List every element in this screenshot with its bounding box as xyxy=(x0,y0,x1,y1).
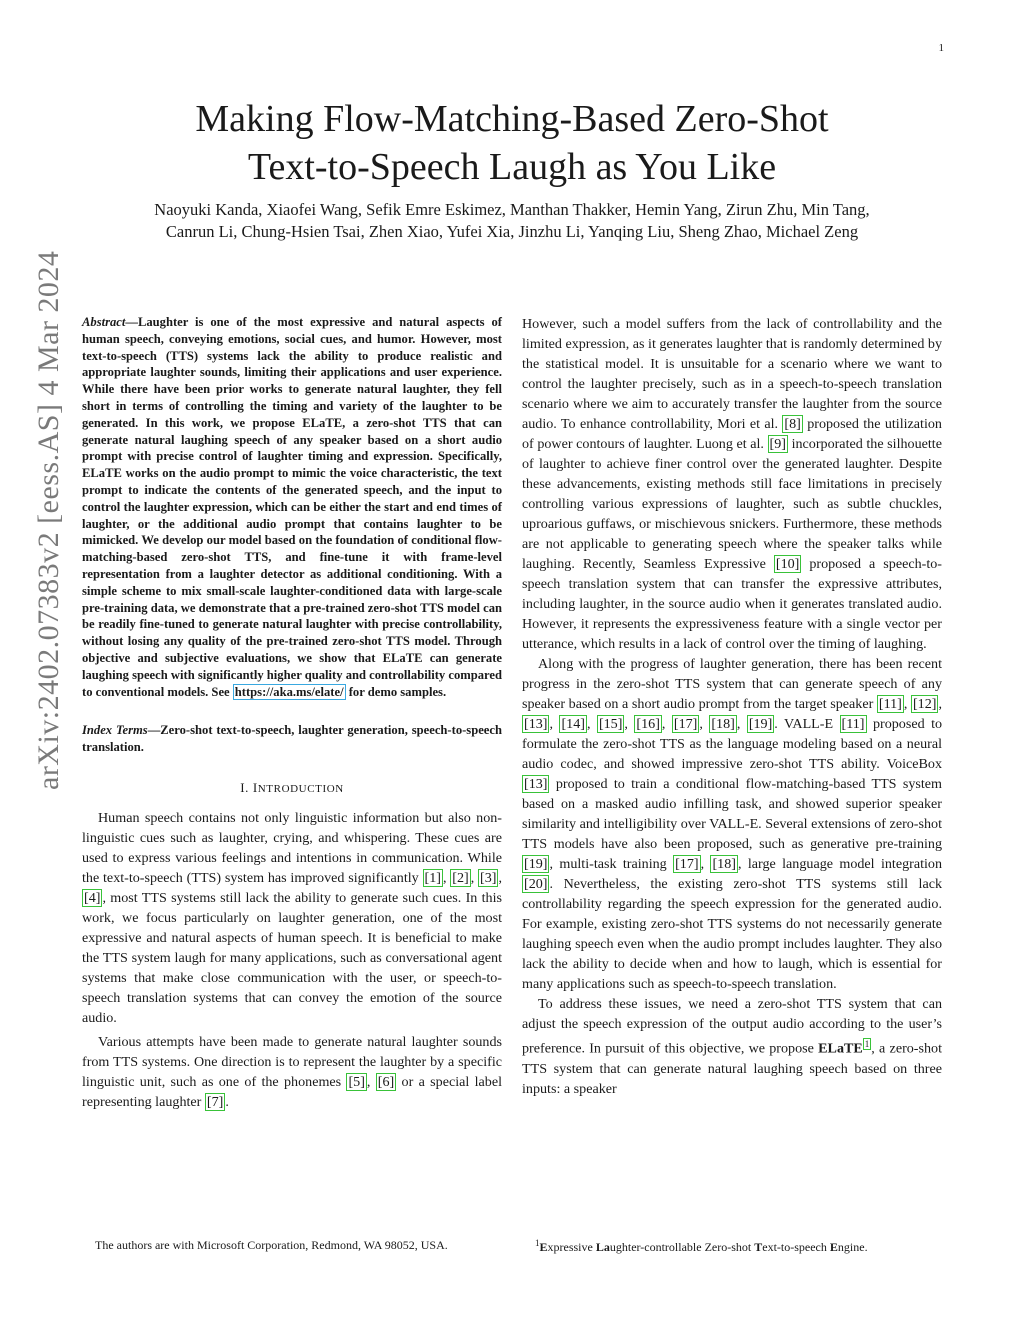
citation-link[interactable]: [18] xyxy=(712,856,736,872)
citation-link[interactable]: [2] xyxy=(452,869,469,886)
footnote-affiliation: The authors are with Microsoft Corporation, Redmond, WA 98052, USA. xyxy=(95,1238,448,1252)
citation-link[interactable]: [14] xyxy=(561,716,585,732)
intro-paragraph-2: Various attempts have been made to generate natural laughter sounds from TTS systems. One direction is to represent the laughter by a specific linguistic unit, such as one of the phonemes [5] , [6] or a special label representing laughter [7] . xyxy=(82,1033,502,1110)
citation-link[interactable]: [17] xyxy=(673,716,698,732)
right-paragraph-2: Along with the progress of laughter generation, there has been recent progress in the zero-shot TTS system that can generate speech of any speaker based on a short audio prompt from the target speaker [11] , [12] , [13] , [14] , [15] , [16] , [17] , [18] , [19] . VALL-E [11] proposed to formulate the zero-shot TTS as the language modeling based on a neural audio codec, and showed impressive zero-shot TTS ability. VoiceBox [13] proposed to train a conditional flow-matching-based TTS system based on a masked audio infilling task, and showed superior speaker similarity and intelligibility over VALL-E. Several extensions of zero-shot TTS models have also been proposed, such as generative pre-training [19] , multi-task training [17] , [18] , large language model integration [20] . Nevertheless, the existing zero-shot TTS systems still lack controllability regarding the speech expression for the generated audio. For example, existing zero-shot TTS systems do not necessarily generate laughing speech even when the audio prompt includes laughter. They also lack the ability to decide when and how to laugh, which is essential for many applications such as speech-to-speech translation. xyxy=(522,656,943,992)
citation-link[interactable]: [3] xyxy=(480,869,497,886)
citation-link[interactable]: [11] xyxy=(878,696,902,712)
page-number: 1 xyxy=(938,42,944,54)
abstract: Abstract—Laughter is one of the most expressive and natural aspects of human speech, conveying emotions, social cues, and humor. However, most text-to-speech (TTS) systems lack the ability to produce realistic and appropriate laughter sounds, limiting their applications and user experience. While there have been prior works to generate natural laughter, they fell short in terms of controlling the timing and variety of the laughter to be generated. In this work, we propose ELaTE, a zero-shot TTS that can generate natural laughing speech of any speaker based on a short audio prompt with precise control of laughter timing and expression. Specifically, ELaTE works on the audio prompt to mimic the voice characteristic, the text prompt to indicate the contents of the generated speech, and the input to control the laughter expression, which can be either the start and end times of laughter, or the additional audio prompt that contains laughter to be mimicked. We develop our model based on the foundation of conditional flow-matching-based zero-shot TTS, and fine-tune it with frame-level representation from a laughter detector as additional conditioning. With a simple scheme to mix small-scale laughter-conditioned data with large-scale pre-training data, we demonstrate that a pre-trained zero-shot TTS model can be readily fine-tuned to generate natural laughter with precise controllability, without losing any quality of the pre-trained zero-shot TTS model. Through objective and subjective evaluations, we show that ELaTE can generate laughing speech with significantly higher quality and controllability compared to conventional models. See https://aka.ms/elate/ for demo samples. xyxy=(82,315,502,699)
author-list xyxy=(60,199,964,243)
citation-link[interactable]: [17] xyxy=(675,856,699,872)
abstract-tail: for demo samples. xyxy=(348,684,447,699)
citation-link[interactable]: [7] xyxy=(206,1093,224,1110)
citation-link[interactable]: [10] xyxy=(775,556,800,572)
right-paragraph-3: To address these issues, we need a zero-shot TTS system that can adjust the speech expression of the output audio according to the user’s preference. In pursuit of this objective, we propose ELaTE $^1$ , a zero-shot TTS system that can generate natural laughing speech based on three inputs: a speaker xyxy=(522,996,942,1097)
footnote-acronym: $^1$Expressive Laughter-controllable Zero-shot Text-to-speech Engine. xyxy=(535,1238,868,1254)
citation-link[interactable]: [19] xyxy=(748,716,773,732)
model-name: ELaTE xyxy=(818,1040,863,1057)
citation-link[interactable]: [9] xyxy=(769,436,786,452)
citation-link[interactable]: [13] xyxy=(524,776,548,792)
citation-link[interactable]: [20] xyxy=(524,876,548,892)
paper-title xyxy=(0,95,1024,191)
citation-link[interactable]: [15] xyxy=(598,716,623,732)
citation-link[interactable]: [13] xyxy=(524,716,548,732)
citation-link[interactable]: [4] xyxy=(84,889,101,906)
index-terms-label: Index Terms xyxy=(82,723,148,738)
right-column xyxy=(522,314,942,1099)
footnote-link[interactable]: 1 xyxy=(864,1039,870,1049)
citation-link[interactable]: [5] xyxy=(348,1073,365,1090)
citation-link[interactable]: [6] xyxy=(377,1073,395,1090)
intro-paragraph-1: Human speech contains not only linguistic information but also non-linguistic cues such as laughter, crying, and whispering. These cues are used to express various feelings and intentions in communication. While the text-to-speech (TTS) system has improved significantly [1] , [2] , [3] , [4] , most TTS systems still lack the ability to generate such cues. In this work, we focus particularly on laughter generation, one of the most expressive and natural aspects of human speech. It is beneficial to make the TTS system laugh for many applications, such as conversational agent systems that make close communication with the user, or speech-to-speech translation systems that can convey the emotion of the source audio. xyxy=(82,809,503,1026)
abstract-text: Laughter is one of the most expressive and natural aspects of human speech, conveying emotions, social cues, and humor. However, most text-to-speech (TTS) systems lack the ability to produce realistic and appropriate laughter sounds, limiting their applications and user experience. While there have been prior works to generate natural laughter, they fell short in terms of controlling the timing and variety of the laughter to be generated. In this work, we propose ELaTE, a zero-shot TTS that can generate natural laughing speech of any speaker based on a short audio prompt with precise control of laughter timing and expression. Specifically, ELaTE works on the audio prompt to mimic the voice characteristic, the text prompt to indicate the contents of the generated speech, and the input to control the laughter expression, which can be either the start and end times of laughter, or the additional audio prompt that contains laughter to be mimicked. We develop our model based on the foundation of conditional flow-matching-based zero-shot TTS, and fine-tune it with frame-level representation from a laughter detector as additional conditioning. With a simple scheme to mix small-scale laughter-conditioned data with large-scale pre-training data, we demonstrate that a pre-trained zero-shot TTS model can be readily fine-tuned to generate natural laughter with precise controllability, without losing any quality of the pre-trained zero-shot TTS model. Through objective and subjective evaluations, we show that ELaTE can generate laughing speech with significantly higher quality and controllability compared to conventional models. See xyxy=(82,315,502,699)
title-line-2: Text-to-Speech Laugh as You Like xyxy=(247,146,777,188)
citation-link[interactable]: [18] xyxy=(711,716,735,732)
demo-link[interactable]: https://aka.ms/elate/ xyxy=(234,684,344,699)
index-terms-text: Zero-shot text-to-speech, laughter generation, speech-to-speech translation. xyxy=(82,723,502,755)
citation-link[interactable]: [11] xyxy=(841,716,865,732)
section-heading-introduction: I. INTRODUCTION xyxy=(240,779,344,795)
citation-link[interactable]: [8] xyxy=(784,416,801,432)
arxiv-identifier: arXiv:2402.07383v2 [eess.AS] 4 Mar 2024 xyxy=(32,250,65,790)
index-terms: Index Terms—Zero-shot text-to-speech, laughter generation, speech-to-speech translation. xyxy=(82,723,502,755)
title-line-1: Making Flow-Matching-Based Zero-Shot xyxy=(195,98,829,140)
citation-link[interactable]: [1] xyxy=(424,869,441,886)
abstract-label: Abstract xyxy=(82,315,126,329)
citation-link[interactable]: [19] xyxy=(524,856,548,872)
left-column xyxy=(82,314,502,1112)
citation-link[interactable]: [12] xyxy=(912,696,937,712)
authors-line-2: Canrun Li, Chung-Hsien Tsai, Zhen Xiao, Yufei Xia, Jinzhu Li, Yanqing Liu, Sheng Zhao, Michael Zeng xyxy=(165,222,859,241)
authors-line-1: Naoyuki Kanda, Xiaofei Wang, Sefik Emre Eskimez, Manthan Thakker, Hemin Yang, Zirun Zhu, Min Tang, xyxy=(154,200,870,219)
right-paragraph-1: However, such a model suffers from the lack of controllability and the limited expression, as it generates laughter that is randomly determined by the statistical model. It is unsuitable for a scenario where we want to control the laughter precisely, such as in a speech-to-speech translation scenario where we aim to accurately transfer the laughter from the source audio. To enhance controllability, Mori et al. [8] proposed the utilization of power contours of laughter. Luong et al. [9] incorporated the silhouette of laughter to achieve finer control over the generated laughter. Despite these advancements, existing methods still face limitations in precisely controlling various expressions of laughter, such as subtle chuckles, uproarious guffaws, or mischievous snickers. Furthermore, these methods are not applicable to generating speech where the speaker talks while laughing. Recently, Seamless Expressive [10] proposed a speech-to-speech translation system that can transfer the expressive attributes, including laughter, in the source audio when it generates translated audio. However, it represents the expressiveness feature with a single vector per utterance, which results in a lack of control over the timing of laughing. xyxy=(522,316,943,652)
citation-link[interactable]: [16] xyxy=(636,716,660,732)
